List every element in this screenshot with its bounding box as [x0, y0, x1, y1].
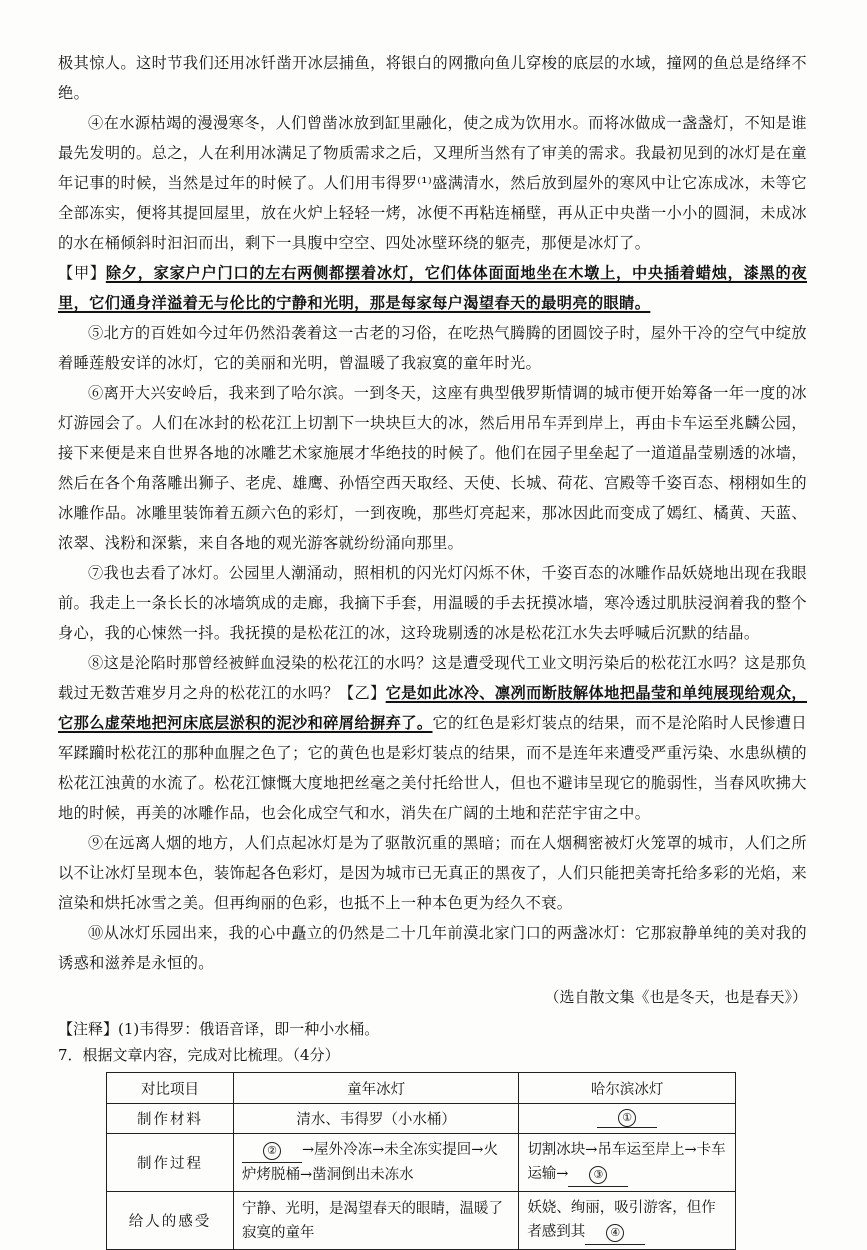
- table-row: [107, 1192, 736, 1250]
- row-label: 制作过程: [107, 1134, 234, 1192]
- cell-text: →屋外冷冻→未全冻实提回→火炉烤脱桶→凿洞倒出未冻水: [242, 1142, 498, 1183]
- paragraph-8-head: ⑧这是沦陷时那曾经被鲜血浸染的松花江的水吗？这是遭受现代工业文明污染后的松花江水吗？这是那负载过无数苦难岁月之舟的松花江的水吗？: [58, 654, 807, 702]
- paragraph-7: ⑦我也去看了冰灯。公园里人潮涌动，照相机的闪光灯闪烁不休，千姿百态的冰雕作品妖娆地出现在我眼前。我走上一条长长的冰墙筑成的走廊，我摘下手套，用温暖的手去抚摸冰墙，寒冷透过肌肤浸润着我的整个身心，我的心悚然一抖。我抚摸的是松花江的冰，这玲珑剔透的冰是松花江水失去呼喊后沉默的结晶。: [58, 564, 807, 642]
- question-7: 7．根据文章内容，完成对比梳理。（4分）: [58, 1046, 340, 1064]
- table-row: [107, 1134, 736, 1192]
- blank-number: ①: [618, 1109, 636, 1127]
- answer-blank-1[interactable]: [597, 1109, 657, 1128]
- answer-blank-2[interactable]: [242, 1138, 302, 1163]
- blank-number: ②: [263, 1142, 281, 1160]
- source-citation: （选自散文集《也是冬天，也是春天》）: [544, 988, 807, 1006]
- paragraph-8: [58, 648, 807, 828]
- paragraph-4: ④在水源枯竭的漫漫寒冬，人们曾凿冰放到缸里融化，使之成为饮用水。而将冰做成一盏盏灯，不知是谁最先发明的。总之，人在利用冰满足了物质需求之后，又理所当然有了审美的需求。我最初见到的冰灯是在童年记事的时候，当然是过年的时候了。人们用韦得罗⁽¹⁾盛满清水，然后放到屋外的寒风中让它冻成冰，未等它全部冻实，便将其提回屋里，放在火炉上轻轻一烤，冰便不再粘连桶壁，再从正中央凿一小小的圆洞，未成冰的水在桶倾斜时汩汩而出，剩下一具腹中空空、四处冰壁环绕的躯壳，那便是冰灯了。: [58, 114, 807, 252]
- paragraph-6: ⑥离开大兴安岭后，我来到了哈尔滨。一到冬天，这座有典型俄罗斯情调的城市便开始筹备一年一度的冰灯游园会了。人们在冰封的松花江上切割下一块块巨大的冰，然后用吊车弄到岸上，再由卡车运至兆麟公园，接下来便是来自世界各地的冰雕艺术家施展才华绝技的时候了。他们在园子里垒起了一道道晶莹剔透的冰墙，然后在各个角落雕出狮子、老虎、雄鹰、孙悟空西天取经、天使、长城、荷花、宫殿等千姿百态、栩栩如生的冰雕作品。冰雕里装饰着五颜六色的彩灯，一到夜晚，那些灯亮起来，那冰因此而变成了嫣红、橘黄、天蓝、浓翠、浅粉和深紫，来自各地的观光游客就纷纷涌向那里。: [58, 384, 807, 552]
- blank-number: ③: [589, 1166, 607, 1184]
- mark-yi: 【乙】: [338, 684, 386, 702]
- table-cell: 宁静、光明，是渴望春天的眼睛，温暖了寂寞的童年: [234, 1192, 519, 1250]
- answer-blank-3[interactable]: [568, 1162, 628, 1187]
- table-cell: 清水、韦得罗（小水桶）: [234, 1104, 519, 1134]
- table-row: [107, 1104, 736, 1134]
- table-cell: [519, 1192, 736, 1250]
- paragraph-5: ⑤北方的百姓如今过年仍然沿袭着这一古老的习俗，在吃热气腾腾的团圆饺子时，屋外干冷的空气中绽放着睡莲般安详的冰灯，它的美丽和光明，曾温暖了我寂寞的童年时光。: [58, 324, 807, 372]
- table-header-row: [107, 1073, 736, 1104]
- header-item: 对比项目: [107, 1073, 234, 1104]
- row-label: 给人的感受: [107, 1192, 234, 1250]
- paragraph-3-end: 极其惊人。这时节我们还用冰钎凿开冰层捕鱼，将银白的网撒向鱼儿穿梭的底层的水域，撞网的鱼总是络绎不绝。: [58, 54, 807, 102]
- blank-number: ④: [606, 1224, 624, 1242]
- table-cell: [519, 1134, 736, 1192]
- answer-blank-cell: [519, 1104, 736, 1134]
- paragraph-jia: [58, 258, 807, 318]
- mark-jia: 【甲】: [58, 264, 106, 282]
- comparison-table: [106, 1072, 736, 1250]
- paragraph-8-tail: 它的红色是彩灯装点的结果，而不是沦陷时人民惨遭日军蹂躏时松花江的那种血腥之色了；它的黄色也是彩灯装点的结果，而不是连年来遭受严重污染、水患纵横的松花江浊黄的水流了。松花江慷慨大度地把丝毫之美付托给世人，但也不避讳呈现它的脆弱性，当春风吹拂大地的时候，再美的冰雕作品，也会化成空气和水，消失在广阔的土地和茫茫宇宙之中。: [58, 714, 807, 822]
- paragraph-9: ⑨在远离人烟的地方，人们点起冰灯是为了驱散沉重的黑暗；而在人烟稠密被灯火笼罩的城市，人们之所以不让冰灯呈现本色，装饰起各色彩灯，是因为城市已无真正的黑夜了，人们只能把美寄托给多彩的光焰，来渲染和烘托冰雪之美。但再绚丽的色彩，也抵不上一种本色更为经久不衰。: [58, 834, 807, 912]
- header-childhood-lantern: 童年冰灯: [234, 1073, 519, 1104]
- annotation-note: 【注释】(1)韦得罗：俄语音译，即一种小水桶。: [58, 1020, 380, 1038]
- cell-text: 妖娆、绚丽，吸引游客，但作者感到其: [527, 1200, 716, 1240]
- answer-blank-4[interactable]: [585, 1220, 645, 1245]
- row-label: 制作材料: [107, 1104, 234, 1134]
- table-cell: [234, 1134, 519, 1192]
- paragraph-10: ⑩从冰灯乐园出来，我的心中矗立的仍然是二十几年前漠北家门口的两盏冰灯：它那寂静单纯的美对我的诱惑和滋养是永恒的。: [58, 924, 807, 972]
- underlined-sentence-yi: 它是如此冰冷、凛冽而断肢解体地把晶莹和单纯展现给观众，它那么虚荣地把河床底层淤积的泥沙和碎屑给摒弃了。: [58, 684, 807, 732]
- header-harbin-lantern: 哈尔滨冰灯: [519, 1073, 736, 1104]
- article-body: [58, 48, 807, 978]
- underlined-sentence-jia: 除夕，家家户户门口的左右两侧都摆着冰灯，它们体体面面地坐在木墩上，中央插着蜡烛，漆黑的夜里，它们通身洋溢着无与伦比的宁静和光明，那是每家每户渴望春天的最明亮的眼睛。: [58, 264, 808, 312]
- cell-text: 切割冰块→吊车运至岸上→卡车运输→: [527, 1142, 726, 1182]
